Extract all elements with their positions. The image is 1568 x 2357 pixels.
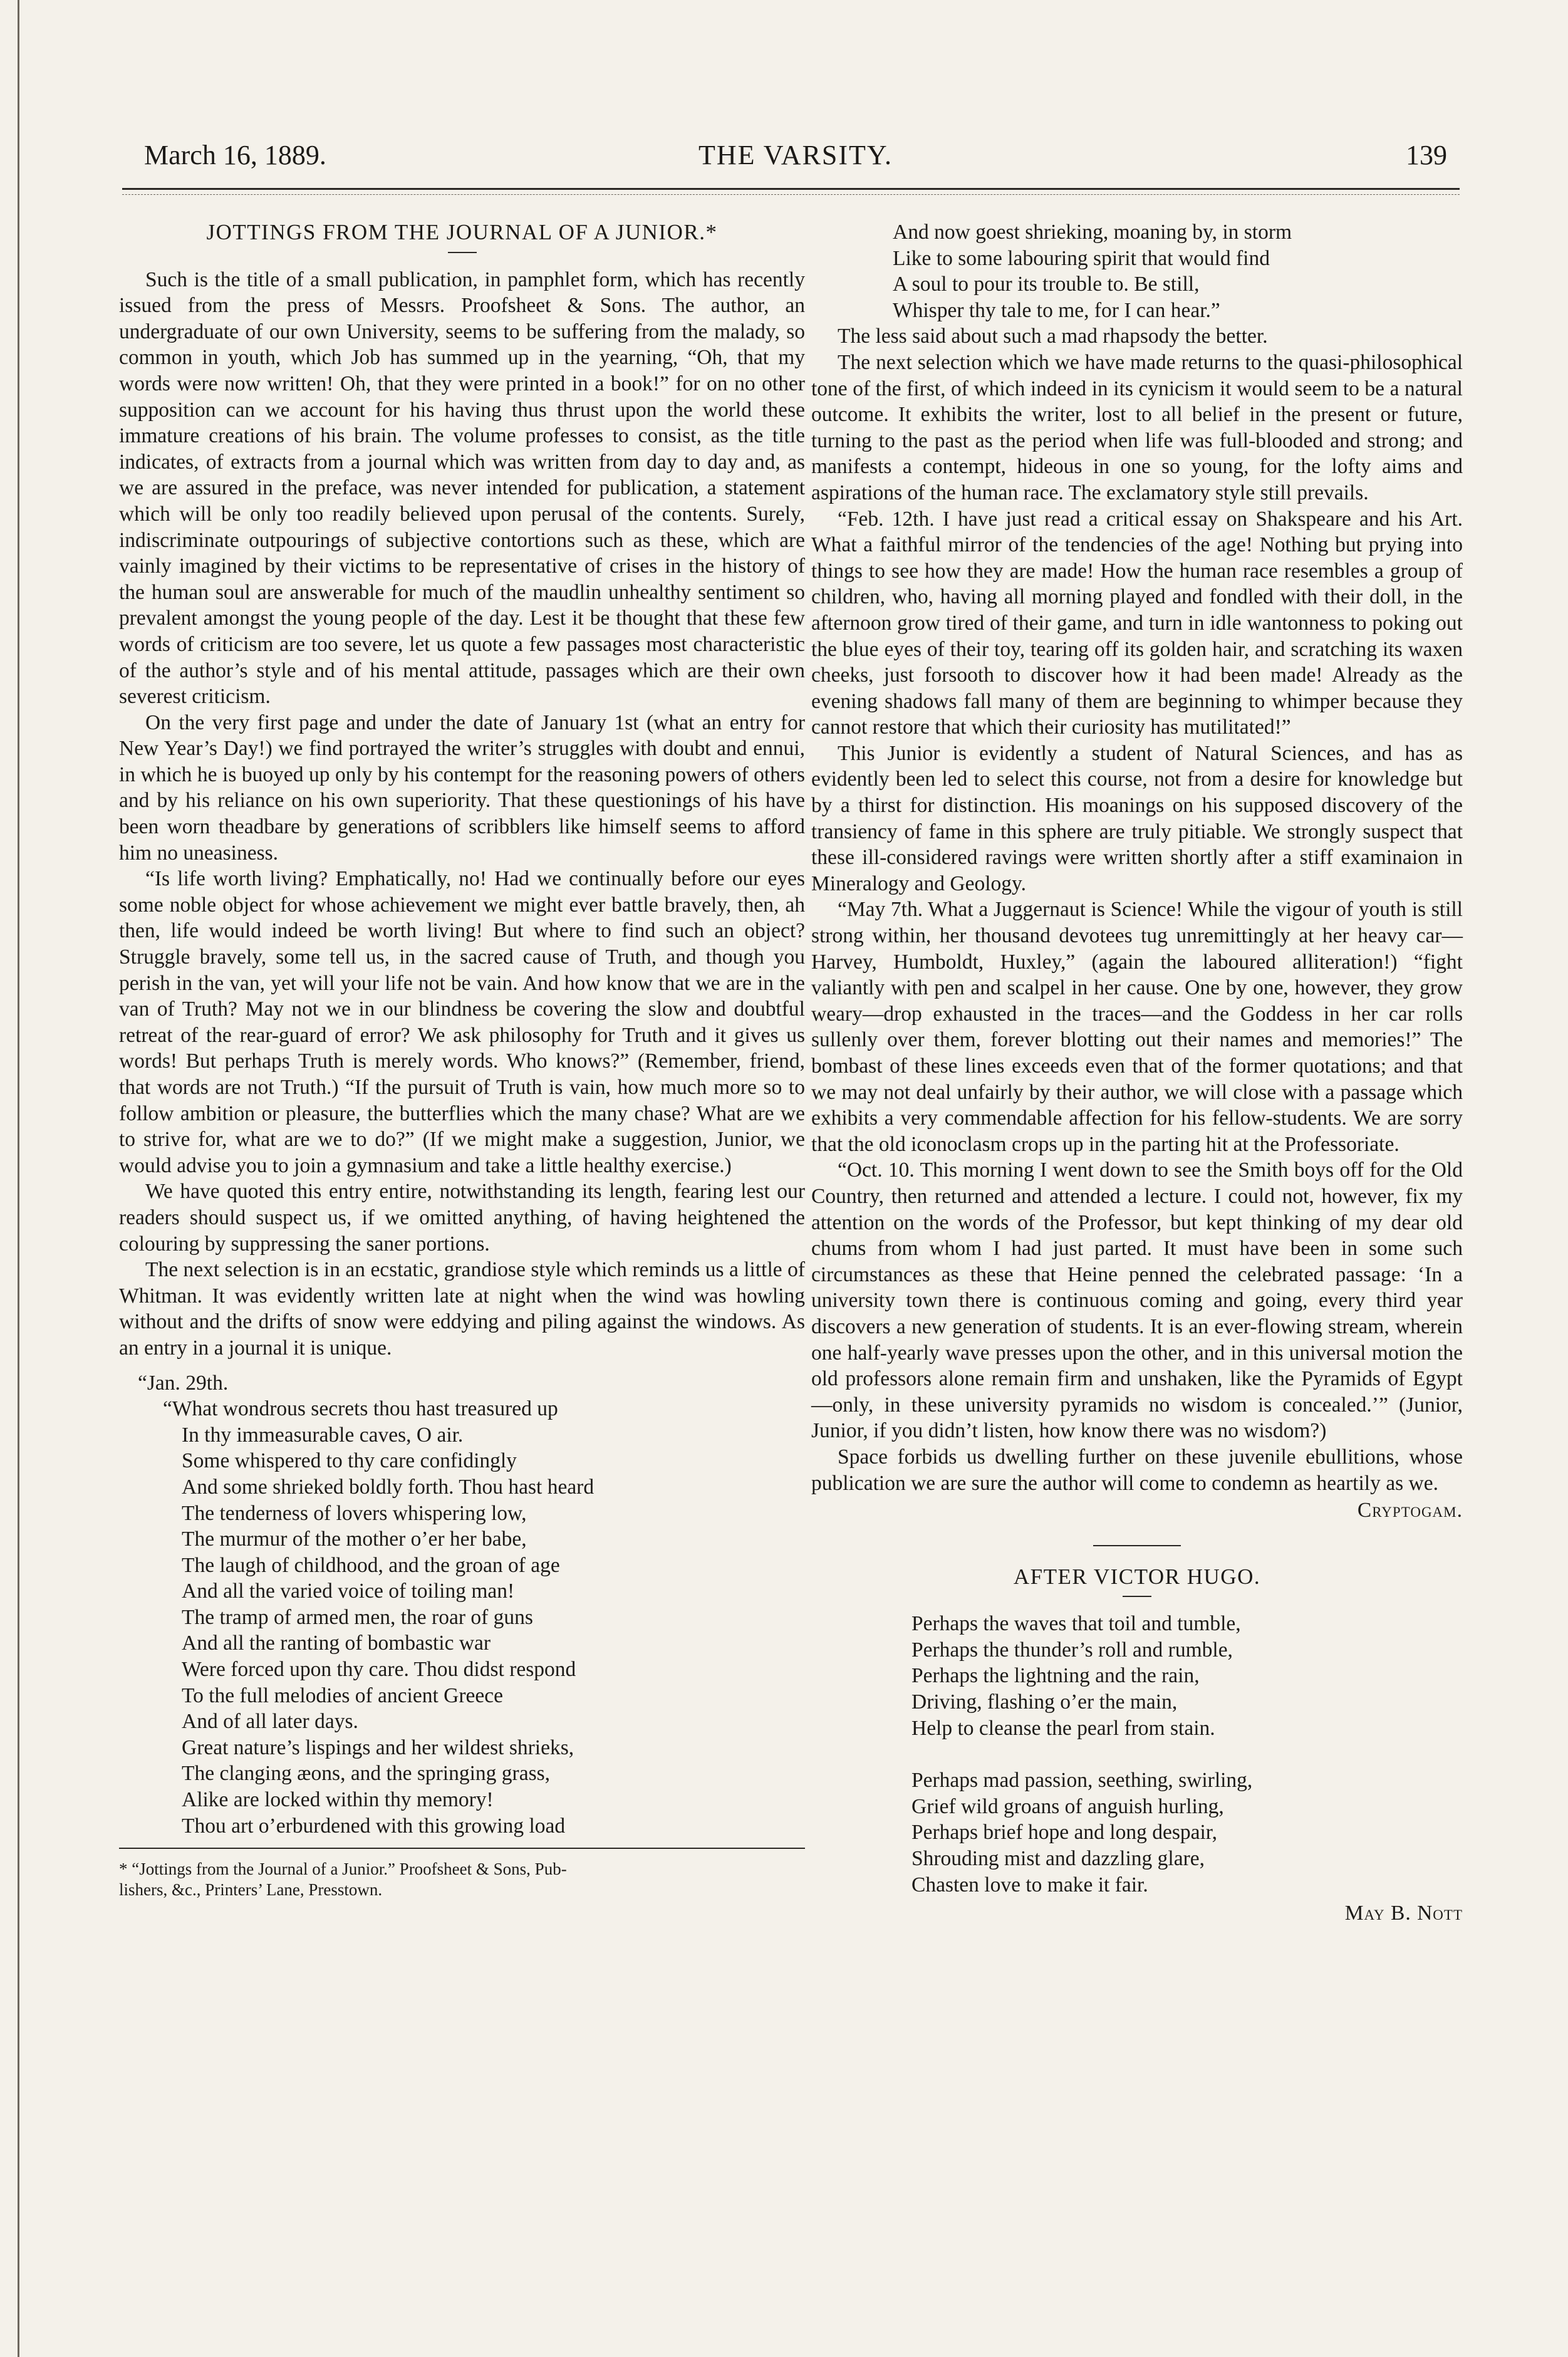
right-paragraph: The less said about such a mad rhapsody the better.	[838, 325, 1268, 348]
right-paragraph: Space forbids us dwelling further on these juvenile ebullitions, whose publication we are sure the author will come to condemn as heartily as we.	[811, 1445, 1463, 1495]
right-paragraph: “May 7th. What a Juggernaut is Science! While the vigour of youth is still strong within, her thousand devotees tug unremittingly at her heavy car—Harvey, Humboldt, Huxley,” (again the laboured alliteration!) “fight valiantly with pen and scalpel in her cause. One by one, however, they grow weary—drop exhausted in the traces—and the Goddess in her car rolls sullenly over them, forever blotting out their names and memories!” The bombast of these lines exceeds even that of the former quotations; and that we may not deal unfairly by their author, we will close with a passage which exhibits a very commendable affection for his fellow-students. We are sorry that the old iconoclasm crops up in the parting hit at the Professoriate.	[811, 898, 1463, 1156]
verse-line: Like to some labouring spirit that would find	[893, 246, 1270, 270]
page-binding-edge	[18, 0, 19, 2357]
header-date: March 16, 1889.	[144, 140, 326, 170]
verse-line: “What wondrous secrets thou hast treasured up	[163, 1397, 558, 1421]
poem-line: Perhaps brief hope and long despair,	[911, 1821, 1217, 1844]
verse-line: The clanging æons, and the springing grass,	[182, 1762, 551, 1786]
left-paragraph: The next selection is in an ecstatic, grandiose style which reminds us a little of Whitman. It was evidently written late at night when the wind was howling without and the drifts of snow were eddying and piling against the windows. As an entry in a journal it is unique.	[119, 1258, 805, 1360]
verse-line: Thou art o’erburdened with this growing load	[182, 1814, 566, 1838]
poem-line: Perhaps the lightning and the rain,	[911, 1664, 1200, 1688]
verse-line: Some whispered to thy care confidingly	[182, 1449, 517, 1473]
verse-line: The laugh of childhood, and the groan of age	[182, 1553, 560, 1577]
left-paragraph: On the very first page and under the date of January 1st (what an entry for New Year’s Day!) we find portrayed the writer’s struggles with doubt and ennui, in which he is buoyed up only by his contempt for the reasoning powers of others and by his reliance on his own superiority. That these questionings of his have been worn theadbare by generations of scribblers like himself seems to afford him no uneasiness.	[119, 710, 805, 865]
header-rule	[122, 188, 1460, 190]
quoted-verse-continued	[811, 219, 1463, 323]
verse-line: Great nature’s lispings and her wildest shrieks,	[182, 1735, 574, 1759]
right-paragraph: This Junior is evidently a student of Natural Sciences, and has as evidently been led to select this course, not from a desire for knowledge but by a thirst for distinction. His moanings on his supposed discovery of the transiency of fame in this sphere are truly pitiable. We strongly suspect that these ill-considered ravings were written shortly after a stiff examinaion in Mineralogy and Geology.	[811, 741, 1463, 895]
verse-line: In thy immeasurable caves, O air.	[182, 1423, 464, 1447]
page-header	[144, 139, 1447, 177]
verse-heading: “Jan. 29th.	[138, 1371, 229, 1395]
title-dash	[448, 252, 477, 253]
right-paragraph: The next selection which we have made returns to the quasi-philosophical tone of the first, of which indeed in its cynicism it would seem to be a natural outcome. It exhibits the writer, lost to all belief in the present or future, turning to the past as the period when life was full-blooded and strong; and manifests a contempt, hideous in one so young, for the lofty aims and aspirations of the human race. The exclamatory style still prevails.	[811, 350, 1463, 504]
verse-line: And all the ranting of bombastic war	[182, 1631, 491, 1655]
verse-line: To the full melodies of ancient Greece	[182, 1683, 503, 1707]
poem-line: Help to cleanse the pearl from stain.	[911, 1716, 1215, 1740]
verse-line: And of all later days.	[182, 1710, 358, 1734]
poem-line: Perhaps mad passion, seething, swirling,	[911, 1769, 1253, 1792]
article-separator	[1093, 1545, 1181, 1546]
verse-line: The tramp of armed men, the roar of guns	[182, 1605, 533, 1629]
verse-line: And now goest shrieking, moaning by, in storm	[893, 221, 1292, 244]
poem-line: Perhaps the thunder’s roll and rumble,	[911, 1638, 1233, 1662]
header-page-number: 139	[1406, 140, 1447, 170]
poem-line: Driving, flashing o’er the main,	[911, 1690, 1178, 1714]
footnote-rule	[119, 1848, 805, 1849]
title-dash	[1123, 1596, 1151, 1597]
article-title-victor-hugo: AFTER VICTOR HUGO.	[1013, 1564, 1261, 1589]
verse-line: Alike are locked within thy memory!	[182, 1788, 494, 1812]
poem-line: Perhaps the waves that toil and tumble,	[911, 1612, 1241, 1636]
right-column	[811, 219, 1463, 1927]
header-masthead-title: THE VARSITY.	[698, 140, 893, 170]
footnote-line: * “Jottings from the Journal of a Junior.” Proofsheet & Sons, Pub-	[119, 1860, 567, 1879]
left-paragraph: “Is life worth living? Emphatically, no! Had we continually before our eyes some noble object for whose achievement we might ever battle bravely, then, ah then, life would indeed be worth living! But where to find such an object? Struggle bravely, some tell us, in the sacred cause of Truth, and though you perish in the van, yet will your life not be vain. And how know that we are in the van of Truth? May not we in our blindness be covering the slow and doubtful retreat of the rear-guard of error? We ask philosophy for Truth and it gives us words! But perhaps Truth is merely words. Who knows?” (Remember, friend, that words are not Truth.) “If the pursuit of Truth is vain, how much more so to follow ambition or pleasure, the butterflies which the many chase? What are we to strive for, what are we to do?” (If we might make a suggestion, Junior, we would advise you to join a gymnasium and take a little healthy exercise.)	[119, 867, 805, 1177]
footnote	[119, 1859, 805, 1900]
article-signature-cryptogam: Cryptogam.	[1357, 1499, 1463, 1522]
quoted-verse-jan	[119, 1370, 805, 1839]
article-title-jottings: JOTTINGS FROM THE JOURNAL OF A JUNIOR.*	[206, 220, 718, 244]
poem-signature: May B. Nott	[1344, 1902, 1463, 1925]
right-paragraph: “Feb. 12th. I have just read a critical essay on Shakspeare and his Art. What a faithful mirror of the tendencies of the age! Nothing but prying into things to see how they are made! How the human race resembles a group of children, who, having all morning played and fondled with their doll, in the afternoon grow tired of their game, and turn in idle wantonness to poking out the blue eyes of their toy, tearing off its golden hair, and scratching its waxen cheeks, just forsooth to discover how it had been made! Already as the evening shadows fall many of them are beginning to whimper because they cannot restore that which their curiosity has mutilitated!”	[811, 507, 1463, 739]
verse-line: The murmur of the mother o’er her babe,	[182, 1527, 527, 1551]
verse-line: Were forced upon thy care. Thou didst respond	[182, 1658, 576, 1682]
poem-line: Grief wild groans of anguish hurling,	[911, 1794, 1224, 1818]
poem-stanza-1	[811, 1611, 1463, 1741]
verse-line: And some shrieked boldly forth. Thou hast heard	[182, 1475, 594, 1499]
poem-line: Shrouding mist and dazzling glare,	[911, 1847, 1205, 1871]
header-rule-dashed	[122, 194, 1460, 195]
right-paragraph: “Oct. 10. This morning I went down to see the Smith boys off for the Old Country, then returned and attended a lecture. I could not, however, fix my attention on the words of the Professor, but kept thinking of my dear old chums from whom I had just parted. It must have been in some such circumstances as these that Heine penned the celebrated passage: ‘In a university town there is continuous coming and going, every third year discovers a new generation of students. It is an ever-flowing stream, wherein one half-yearly wave presses upon the other, and in this universal motion the old professors alone remain firm and unshaken, like the Pyramids of Egypt —only, in these university pyramids no wisdom is concealed.’” (Junior, Junior, if you didn’t listen, how know there was no wisdom?)	[811, 1158, 1463, 1443]
stanza-gap	[811, 1744, 1463, 1765]
verse-line: Whisper thy tale to me, for I can hear.”	[893, 298, 1220, 322]
poem-line: Chasten love to make it fair.	[911, 1873, 1148, 1897]
left-column	[119, 219, 805, 1900]
footnote-line: lishers, &c., Printers’ Lane, Presstown.	[119, 1880, 383, 1900]
verse-line: And all the varied voice of toiling man!	[182, 1579, 515, 1603]
left-paragraph: Such is the title of a small publication, in pamphlet form, which has recently issued from the press of Messrs. Proofsheet & Sons. The author, an undergraduate of our own University, seems to be suffering from the malady, so common in youth, which Job has summed up in the yearning, “Oh, that my words were now written! Oh, that they were printed in a book!” for on no other supposition can we account for his having thus thrust upon the world these immature creations of his brain. The volume professes to consist, as the title indicates, of extracts from a journal which was written from day to day and, as we are assured in the preface, was never intended for publication, a statement which will be only too readily believed upon perusal of the contents. Surely, indiscriminate outpourings of subjective contortions such as these, which are vainly imagined by their victims to be representative of crises in the history of the human soul are answerable for much of the maudlin unhealthy sentiment so prevalent amongst the young people of the day. Lest it be thought that these few words of criticism are too severe, let us quote a few passages most characteristic of the author’s style and of his mental attitude, passages which are their own severest criticism.	[119, 268, 805, 709]
left-paragraph: We have quoted this entry entire, notwithstanding its length, fearing lest our readers should suspect us, if we omitted anything, of having heightened the colouring by suppressing the saner portions.	[119, 1180, 805, 1256]
poem-stanza-2	[811, 1767, 1463, 1898]
verse-line: The tenderness of lovers whispering low,	[182, 1501, 527, 1525]
verse-line: A soul to pour its trouble to. Be still,	[893, 273, 1200, 296]
